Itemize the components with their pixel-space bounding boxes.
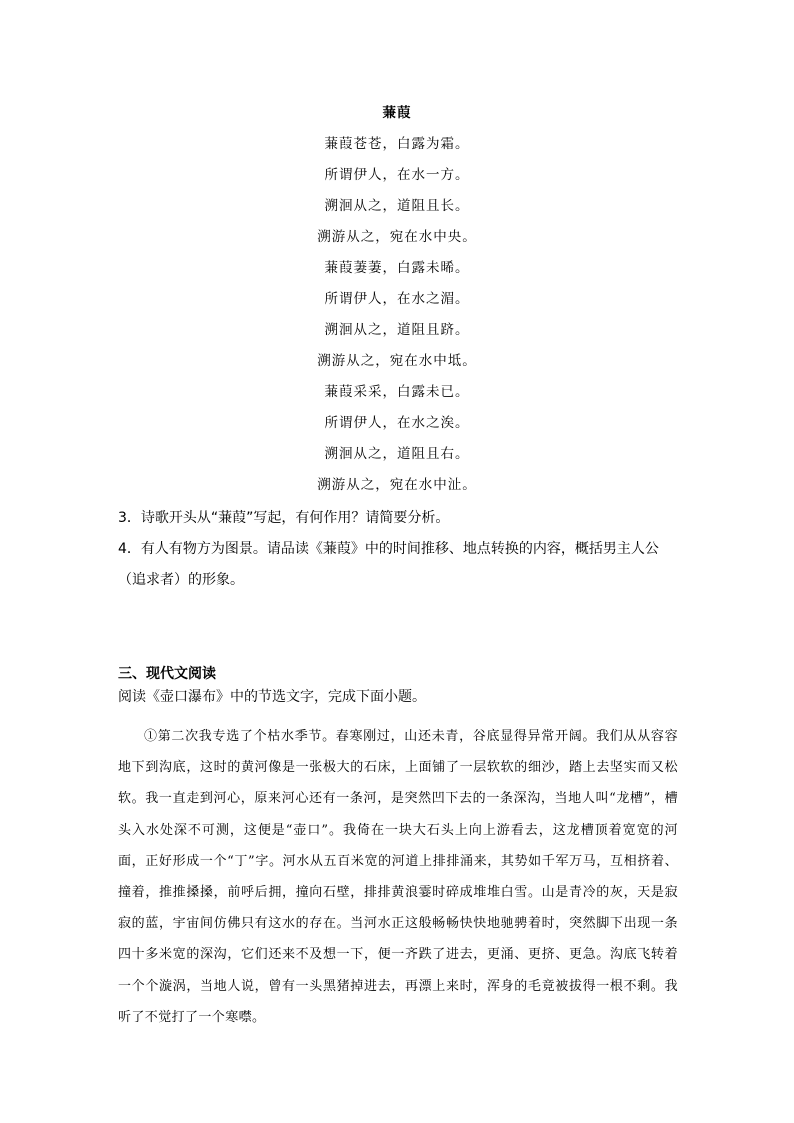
section-instruction: 阅读《壶口瀑布》中的节选文字，完成下面小题。	[118, 689, 426, 705]
question-3: 3．诗歌开头从“蒹葭”写起，有何作用？请简要分析。	[118, 510, 450, 526]
poem-line: 溯游从之，宛在水中央。	[317, 229, 477, 245]
question-4: 4．有人有物方为图景。请品读《蒹葭》中的时间推移、地点转换的内容，概括男主人公（追求者）的形象。	[118, 541, 659, 588]
poem-line: 溯洄从之，道阻且长。	[324, 198, 470, 214]
poem-line: 蒹葭萋萋，白露未晞。	[324, 260, 470, 276]
poem-line: 溯洄从之，道阻且跻。	[324, 322, 470, 338]
poem-line: 所谓伊人，在水之涘。	[324, 415, 470, 431]
poem-title: 蒹葭	[382, 105, 412, 121]
poem-line: 蒹葭采采，白露未已。	[324, 384, 470, 400]
poem-line: 蒹葭苍苍，白露为霜。	[324, 136, 470, 152]
poem-line: 溯洄从之，道阻且右。	[324, 446, 470, 462]
poem-line: 溯游从之，宛在水中沚。	[317, 477, 477, 493]
poem-line: 溯游从之，宛在水中坻。	[317, 353, 477, 369]
poem-line: 所谓伊人，在水一方。	[324, 167, 470, 183]
passage-paragraph: ①第二次我专选了个枯水季节。春寒刚过，山还未青，谷底显得异常开阔。我们从从容容地下到沟底，这时的黄河像是一张极大的石床，上面铺了一层软软的细沙，踏上去坚实而又松软。我一直走到河心，原来河心还有一条河，是突然凹下去的一条深沟，当地人叫“龙槽”，槽头入水处深不可测，这便是“壶口”。我倚在一块大石头上向上游看去，这龙槽顶着宽宽的河面，正好形成一个“丁”字。河水从五百米宽的河道上排排涌来，其势如千军万马，互相挤着、撞着，推推搡搡，前呼后拥，撞向石壁，排排黄浪霎时碎成堆堆白雪。山是青冷的灰，天是寂寂的蓝，宇宙间仿佛只有这水的存在。当河水正这般畅畅快快地驰骋着时，突然脚下出现一条四十多米宽的深沟，它们还来不及想一下，便一齐跌了进去，更涌、更挤、更急。沟底飞转着一个个漩涡，当地人说，曾有一头黑猪掉进去，再漂上来时，浑身的毛竟被拔得一根不剩。我听了不觉打了一个寒噤。	[118, 729, 678, 1025]
poem-line: 所谓伊人，在水之湄。	[324, 291, 470, 307]
section-title: 三、现代文阅读	[118, 666, 216, 682]
poem	[0, 101, 794, 504]
